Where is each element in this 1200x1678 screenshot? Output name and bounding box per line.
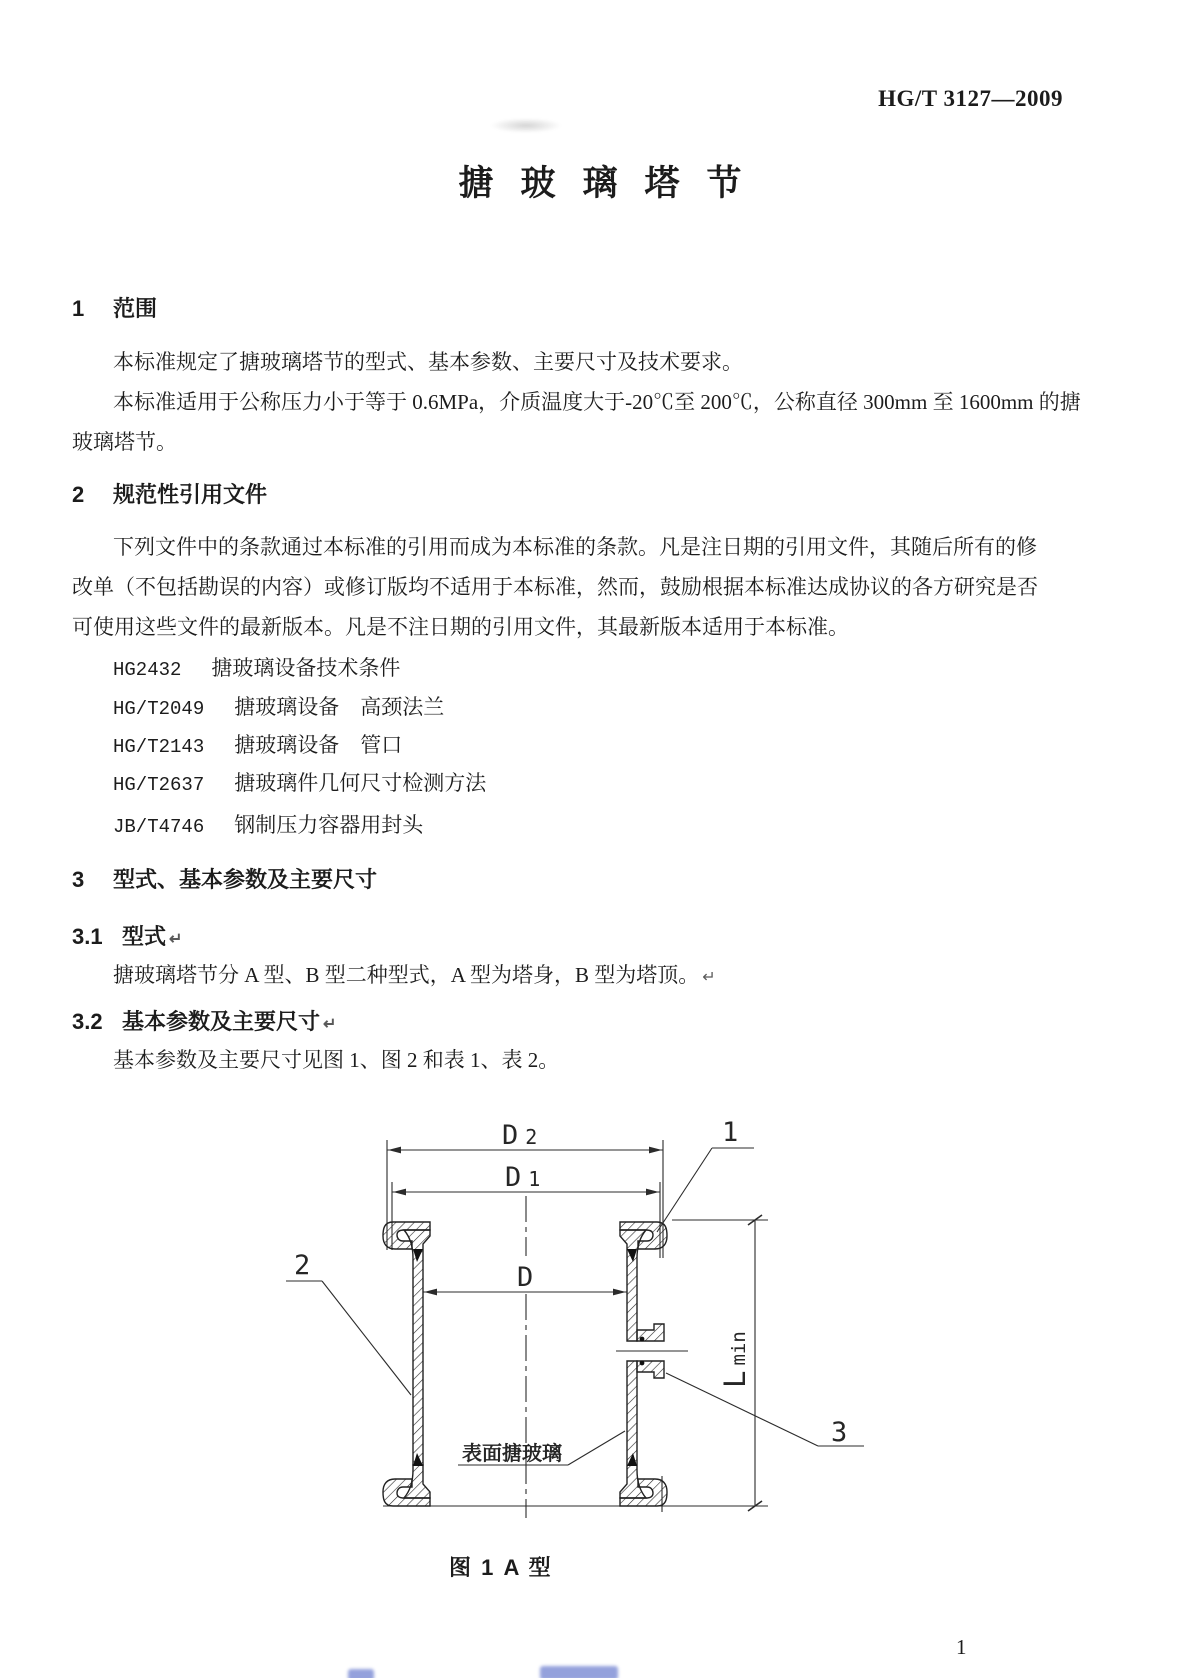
figure-1-diagram bbox=[280, 1060, 880, 1530]
section-1-heading bbox=[72, 292, 157, 323]
reference-item bbox=[113, 809, 423, 839]
paragraph-type bbox=[113, 959, 716, 989]
ink-smudge bbox=[348, 1669, 374, 1678]
dimension-d2-label: D 2 bbox=[502, 1120, 538, 1151]
part-label-3: 3 bbox=[831, 1417, 848, 1448]
paragraph-refs-line2: 改单（不包括勘误的内容）或修订版均不适用于本标准，然而，鼓励根据本标准达成协议的各方研究是否 bbox=[72, 575, 1038, 599]
right-wall-lower bbox=[620, 1361, 646, 1498]
section-1-title: 范围 bbox=[113, 296, 158, 321]
paragraph-dims: 基本参数及主要尺寸见图 1、图 2 和表 1、表 2。 bbox=[113, 1048, 560, 1072]
reference-code: HG/T2049 bbox=[113, 698, 205, 720]
dimension-d-label: D bbox=[517, 1262, 534, 1293]
leader-1 bbox=[657, 1148, 754, 1232]
section-3-2-number: 3.2 bbox=[72, 1009, 103, 1034]
figure-1-caption: 图 1 A 型 bbox=[449, 1555, 553, 1580]
reference-item bbox=[113, 767, 486, 797]
svg-text:Lmin: Lmin bbox=[718, 1331, 752, 1388]
paragraph-refs-line1: 下列文件中的条款通过本标准的引用而成为本标准的条款。凡是注日期的引用文件，其随后所有的修 bbox=[113, 535, 1037, 559]
reference-title: 搪玻璃设备 高颈法兰 bbox=[234, 695, 445, 719]
section-3-title: 型式、基本参数及主要尺寸 bbox=[113, 867, 378, 892]
section-2-heading bbox=[72, 478, 267, 509]
part-label-2: 2 bbox=[294, 1250, 311, 1281]
reference-item bbox=[113, 729, 402, 759]
reference-title: 钢制压力容器用封头 bbox=[234, 813, 424, 837]
return-mark: ↵ bbox=[323, 1016, 337, 1033]
return-mark: ↵ bbox=[702, 969, 716, 986]
section-3-heading bbox=[72, 863, 377, 894]
paragraph-refs-line3: 可使用这些文件的最新版本。凡是不注日期的引用文件，其最新版本适用于本标准。 bbox=[72, 615, 849, 639]
doc-number: HG/T 3127—2009 bbox=[878, 86, 1063, 111]
reference-title: 搪玻璃件几何尺寸检测方法 bbox=[234, 771, 487, 795]
paragraph-scope-2-line2: 玻璃塔节。 bbox=[72, 430, 177, 454]
surface-glass-label: 表面搪玻璃 bbox=[462, 1443, 562, 1465]
dimension-d1-label: D 1 bbox=[505, 1162, 541, 1193]
return-mark: ↵ bbox=[169, 931, 183, 948]
leader-2 bbox=[286, 1281, 411, 1395]
paragraph-scope-2-line1: 本标准适用于公称压力小于等于 0.6MPa，介质温度大于-20℃至 200℃，公称直径 300mm 至 1600mm 的搪 bbox=[113, 390, 1081, 414]
paragraph-scope-1: 本标准规定了搪玻璃塔节的型式、基本参数、主要尺寸及技术要求。 bbox=[113, 350, 743, 374]
paragraph-type-text: 搪玻璃塔节分 A 型、B 型二种型式，A 型为塔身，B 型为塔顶。 bbox=[113, 963, 700, 987]
page-number: 1 bbox=[956, 1635, 967, 1659]
section-1-number: 1 bbox=[72, 296, 85, 321]
reference-code: HG/T2637 bbox=[113, 774, 205, 796]
section-2-title: 规范性引用文件 bbox=[113, 482, 268, 507]
section-3-2-title: 基本参数及主要尺寸 bbox=[122, 1009, 321, 1034]
reference-item bbox=[113, 652, 400, 682]
page-title: 搪玻璃塔节 bbox=[458, 164, 769, 203]
part-label-1: 1 bbox=[722, 1117, 739, 1148]
section-3-1-heading bbox=[72, 920, 182, 951]
section-3-2-heading bbox=[72, 1005, 336, 1036]
reference-code: HG/T2143 bbox=[113, 736, 205, 758]
section-3-1-title: 型式 bbox=[122, 924, 167, 949]
section-2-number: 2 bbox=[72, 482, 85, 507]
scan-smudge bbox=[490, 118, 562, 133]
reference-title: 搪玻璃设备 管口 bbox=[234, 733, 403, 757]
reference-item bbox=[113, 691, 444, 721]
reference-code: HG2432 bbox=[113, 659, 182, 681]
ink-smudge bbox=[540, 1666, 618, 1678]
dimension-lmin-label bbox=[718, 1331, 752, 1388]
reference-title: 搪玻璃设备技术条件 bbox=[211, 656, 401, 680]
reference-code: JB/T4746 bbox=[113, 816, 205, 838]
section-3-1-number: 3.1 bbox=[72, 924, 103, 949]
section-3-number: 3 bbox=[72, 867, 85, 892]
